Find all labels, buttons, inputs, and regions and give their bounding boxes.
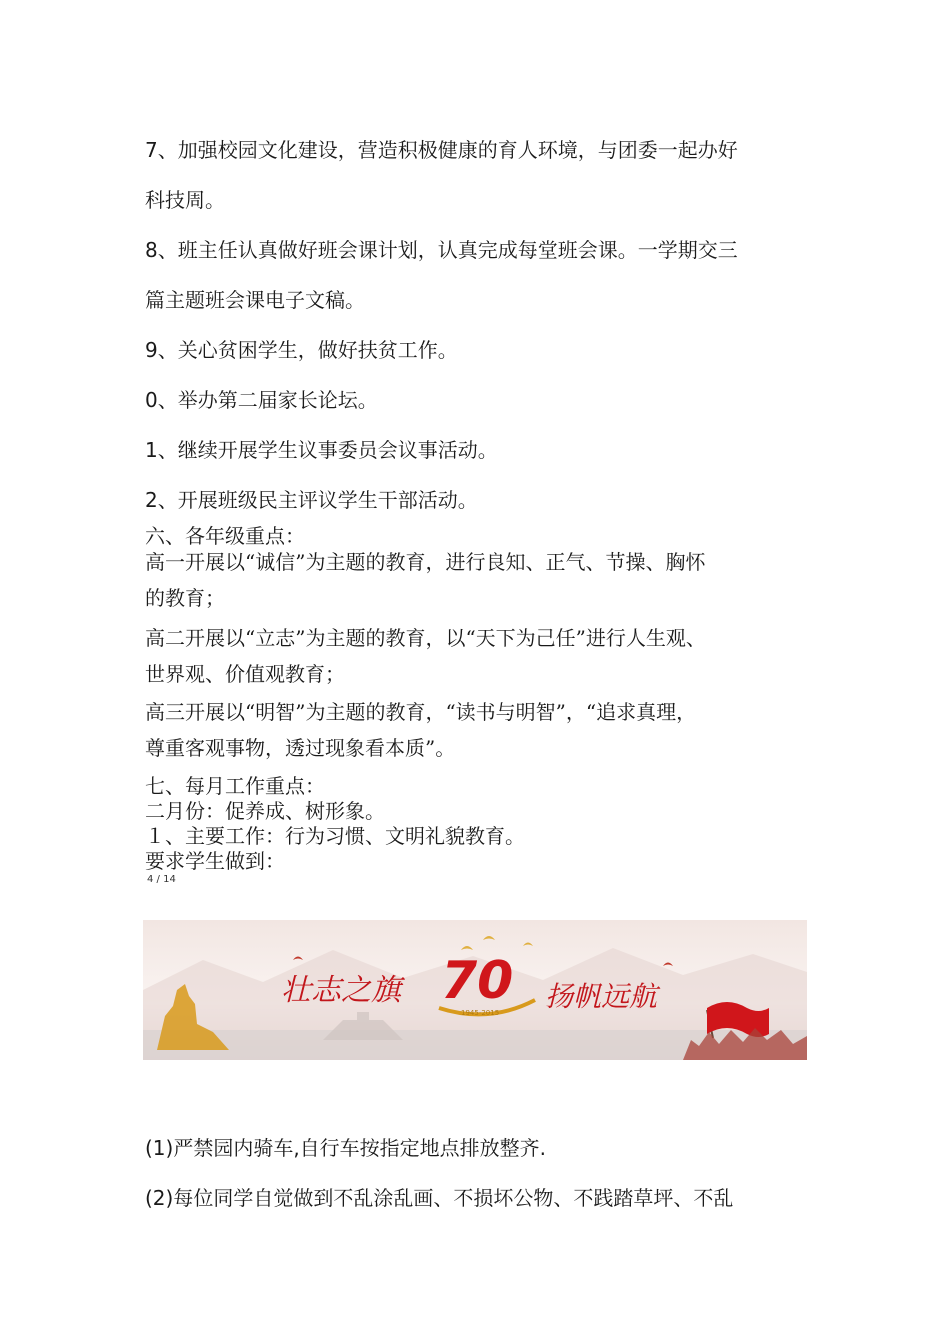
text-line-10: 高一开展以“诚信”为主题的教育，进行良知、正气、节操、胸怀 <box>145 550 706 574</box>
text-line-3: 8、班主任认真做好班会课计划，认真完成每堂班会课。一学期交三 <box>145 238 738 262</box>
page-number: 4 / 14 <box>147 874 176 885</box>
text-line-13: 世界观、价值观教育； <box>145 662 345 686</box>
banner-number: 70 <box>441 951 514 1011</box>
text-line-12: 高二开展以“立志”为主题的教育，以“天下为己任”进行人生观、 <box>145 626 706 650</box>
text-line-2: 科技周。 <box>145 188 225 212</box>
text-line-6: 0、举办第二届家长论坛。 <box>145 388 378 412</box>
text-line-5: 9、关心贫困学生，做好扶贫工作。 <box>145 338 458 362</box>
text-line-14: 高三开展以“明智”为主题的教育，“读书与明智”，“追求真理， <box>145 700 697 724</box>
text-line-17: 二月份：促养成、树形象。 <box>145 799 385 823</box>
banner-right-text: 扬帆远航 <box>545 980 658 1013</box>
text-line-4: 篇主题班会课电子文稿。 <box>145 288 365 312</box>
text-line-20: (1)严禁园内骑车,自行车按指定地点排放整齐. <box>145 1136 547 1160</box>
text-line-11: 的教育； <box>145 586 225 610</box>
section-heading-six: 六、各年级重点： <box>145 524 305 548</box>
text-line-7: 1、继续开展学生议事委员会议事活动。 <box>145 438 498 462</box>
text-line-19: 要求学生做到： <box>145 849 285 873</box>
section-heading-seven: 七、每月工作重点： <box>145 774 325 798</box>
banner-graphic <box>143 920 807 1060</box>
banner-years: 1945-2015 <box>461 1009 500 1017</box>
text-line-1: 7、加强校园文化建设，营造积极健康的育人环境，与团委一起办好 <box>145 138 738 162</box>
text-line-21: (2)每位同学自觉做到不乱涂乱画、不损坏公物、不践踏草坪、不乱 <box>145 1186 734 1210</box>
text-line-8: 2、开展班级民主评议学生干部活动。 <box>145 488 478 512</box>
banner-image <box>143 920 807 1060</box>
text-line-18: １、主要工作：行为习惯、文明礼貌教育。 <box>145 824 525 848</box>
banner-left-text: 壮志之旗 <box>281 973 401 1008</box>
text-line-15: 尊重客观事物，透过现象看本质”。 <box>145 736 456 760</box>
